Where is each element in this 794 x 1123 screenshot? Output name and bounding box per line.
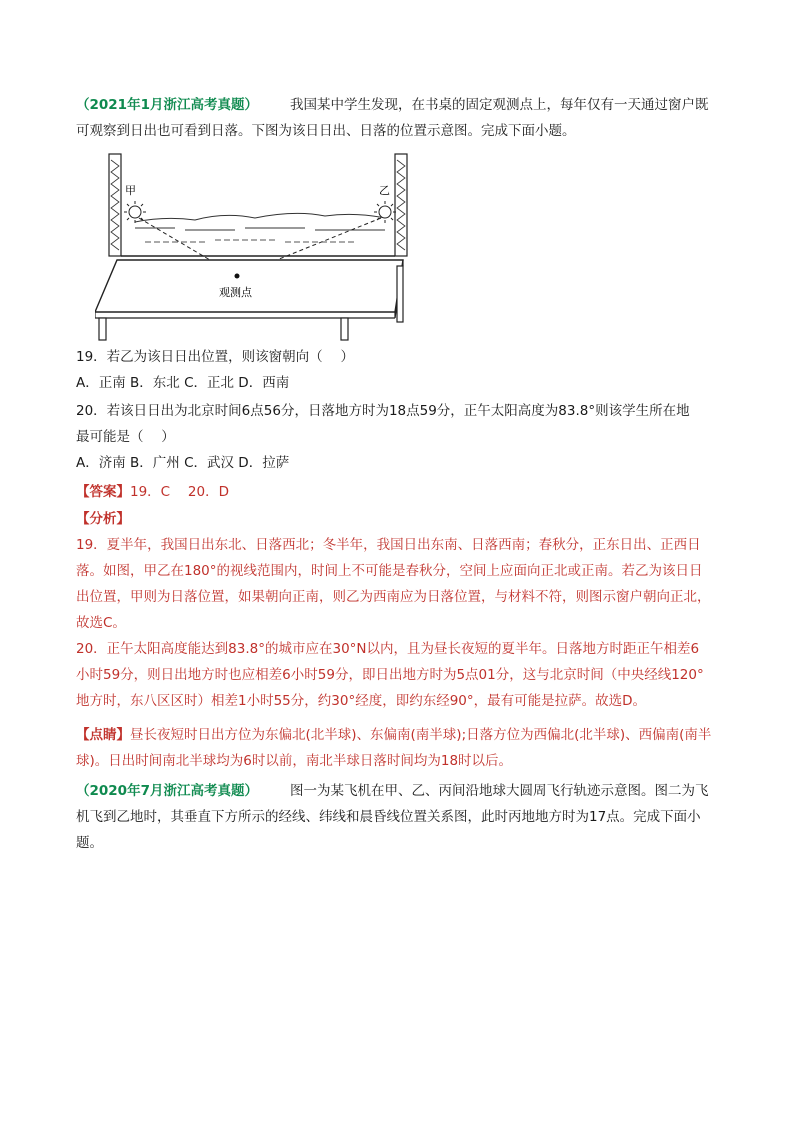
label-jia: 甲 [125,184,136,197]
observation-point-marker [235,274,240,279]
hills-outline [135,213,385,222]
q20-options: A．济南 B．广州 C．武汉 D．拉萨 [76,455,290,471]
q19-stem: 19．若乙为该日日出位置，则该窗朝向（ ） [76,349,354,365]
q2-line-1: 图一为某飞机在甲、乙、丙间沿地球大圆周飞行轨迹示意图。图二为飞 [289,783,709,799]
tip-line-1: 昼长夜短时日出方位为东偏北(北半球)、东偏南(南半球);日落方位为西偏北(北半球)、西偏南(南半 [130,727,712,743]
tip-section [76,722,721,774]
answer-section [76,479,721,505]
tip-line-2: 球)。日出时间南北半球均为6时以前，南北半球日落时间均为18时以后。 [76,753,513,769]
analysis-19-line-3: 出位置，甲则为日落位置，如果朝向正南，则乙为西南应为日落位置，与材料不符，则图示窗户朝向正北， [76,589,711,605]
q19-options: A．正南 B．东北 C．正北 D．西南 [76,375,290,391]
analysis-20-line-1: 20．正午太阳高度能达到83.8°的城市应在30°N以内，且为昼长夜短的夏半年。日落地方时距正午相差6 [76,641,700,657]
question-intro-2021 [76,92,721,144]
analysis-20-line-2: 小时59分，则日出地方时也应相差6小时59分，即日出地方时为5点01分，这与北京时间（中央经线120° [76,667,704,683]
label-observation-point: 观测点 [219,286,252,299]
label-yi: 乙 [379,184,390,197]
sun-yi-icon [374,201,396,223]
source-tag: （2021年1月浙江高考真题） [76,97,258,113]
analysis-20-line-3: 地方时，东八区区时）相差1小时55分，约30°经度，即约东经90°，最有可能是拉萨。故选D。 [76,693,647,709]
tip-tag: 【点睛】 [76,727,130,743]
q2-line-2: 机飞到乙地时，其垂直下方所示的经线、纬线和晨昏线位置关系图，此时丙地地方时为17点。完成下面小 [76,809,701,825]
q2-line-3: 题。 [76,835,103,851]
analysis-19-line-1: 19．夏半年，我国日出东北、日落西北；冬半年，我国日出东南、日落西南；春秋分，正东日出、正西日 [76,537,701,553]
analysis-tag: 【分析】 [76,511,130,527]
question-intro-2020 [76,778,721,856]
q20-stem-line-2: 最可能是（ ） [76,429,175,445]
source-tag-2020: （2020年7月浙江高考真题） [76,783,258,799]
analysis-19-line-2: 落。如图，甲乙在180°的视线范围内，时间上不可能是春秋分，空间上应面向正北或正南。若乙为该日日 [76,563,703,579]
question-20 [76,398,721,476]
intro-line-1: 我国某中学生发现，在书桌的固定观测点上，每年仅有一天通过窗户既 [289,97,709,113]
q20-stem-line-1: 20．若该日日出为北京时间6点56分，日落地方时为18点59分，正午太阳高度为83.8°则该学生所在地 [76,403,690,419]
analysis-section [76,506,721,714]
sunrise-sunset-figure [95,152,415,342]
question-19 [76,344,721,396]
answer-text: 19．C 20．D [130,484,229,500]
intro-line-2: 可观察到日出也可看到日落。下图为该日日出、日落的位置示意图。完成下面小题。 [76,123,576,139]
answer-tag: 【答案】 [76,484,130,500]
sun-jia-icon [124,201,146,223]
analysis-19-line-4: 故选C。 [76,615,126,631]
